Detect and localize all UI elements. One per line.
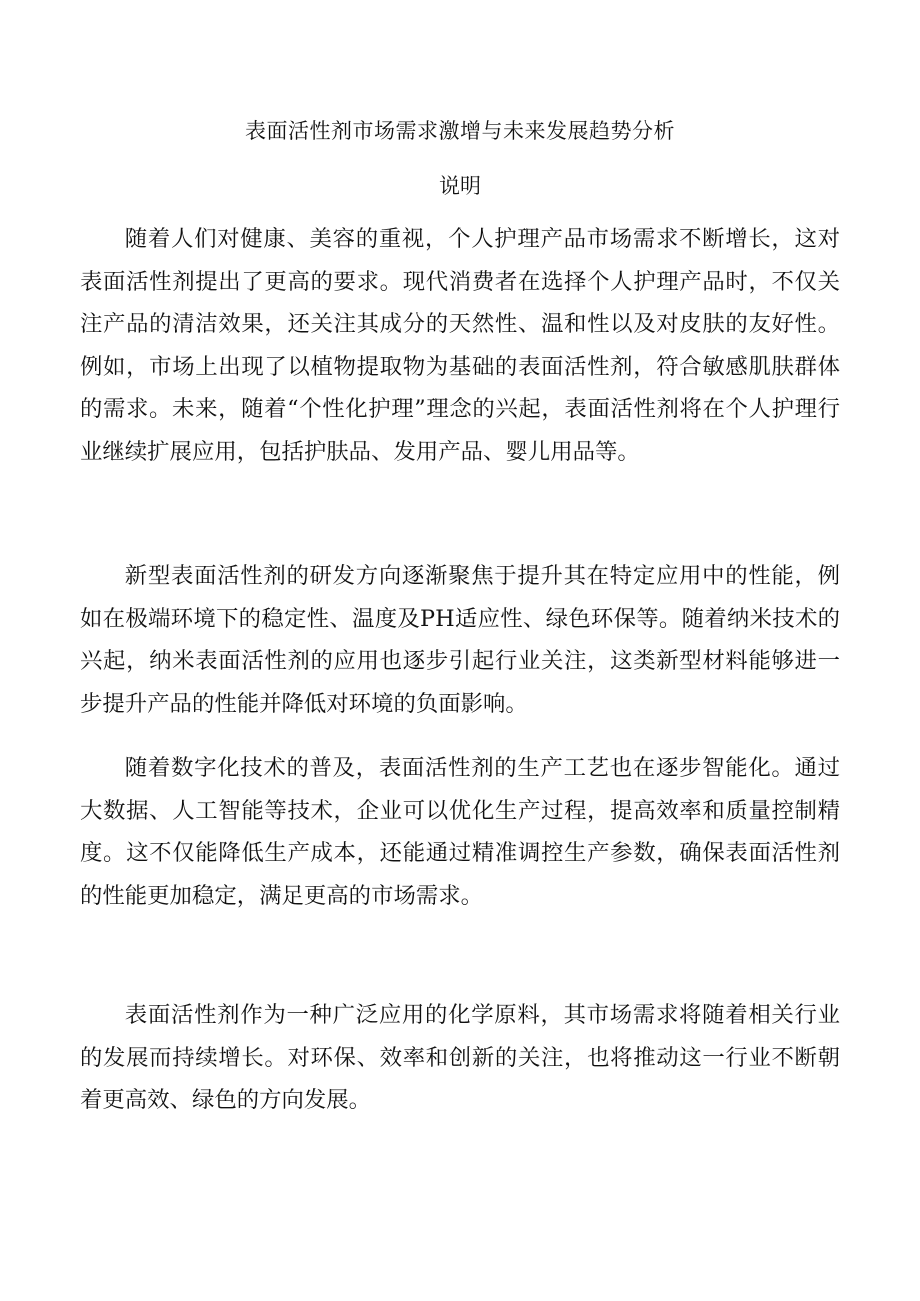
paragraph-1: 随着人们对健康、美容的重视，个人护理产品市场需求不断增长，这对表面活性剂提出了更高的要求。现代消费者在选择个人护理产品时，不仅关注产品的清洁效果，还关注其成分的天然性、温和性以及对皮肤的友好性。例如，市场上出现了以植物提取物为基础的表面活性剂，符合敏感肌肤群体的需求。未来，随着“个性化护理”理念的兴起，表面活性剂将在个人护理行业继续扩展应用，包括护肤品、发用产品、婴儿用品等。 (80, 226, 840, 465)
paragraph-2: 新型表面活性剂的研发方向逐渐聚焦于提升其在特定应用中的性能，例如在极端环境下的稳定性、温度及PH适应性、绿色环保等。随着纳米技术的兴起，纳米表面活性剂的应用也逐步引起行业关注，这类新型材料能够进一步提升产品的性能并降低对环境的负面影响。 (80, 563, 840, 717)
document-title: 表面活性剂市场需求激增与未来发展趋势分析 (245, 119, 675, 143)
section-heading: 说明 (439, 174, 481, 198)
paragraph-3: 随着数字化技术的普及，表面活性剂的生产工艺也在逐步智能化。通过大数据、人工智能等技术，企业可以优化生产过程，提高效率和质量控制精度。这不仅能降低生产成本，还能通过精准调控生产参数，确保表面活性剂的性能更加稳定，满足更高的市场需求。 (80, 755, 840, 909)
paragraph-4: 表面活性剂作为一种广泛应用的化学原料，其市场需求将随着相关行业的发展而持续增长。对环保、效率和创新的关注，也将推动这一行业不断朝着更高效、绿色的方向发展。 (80, 1002, 840, 1113)
